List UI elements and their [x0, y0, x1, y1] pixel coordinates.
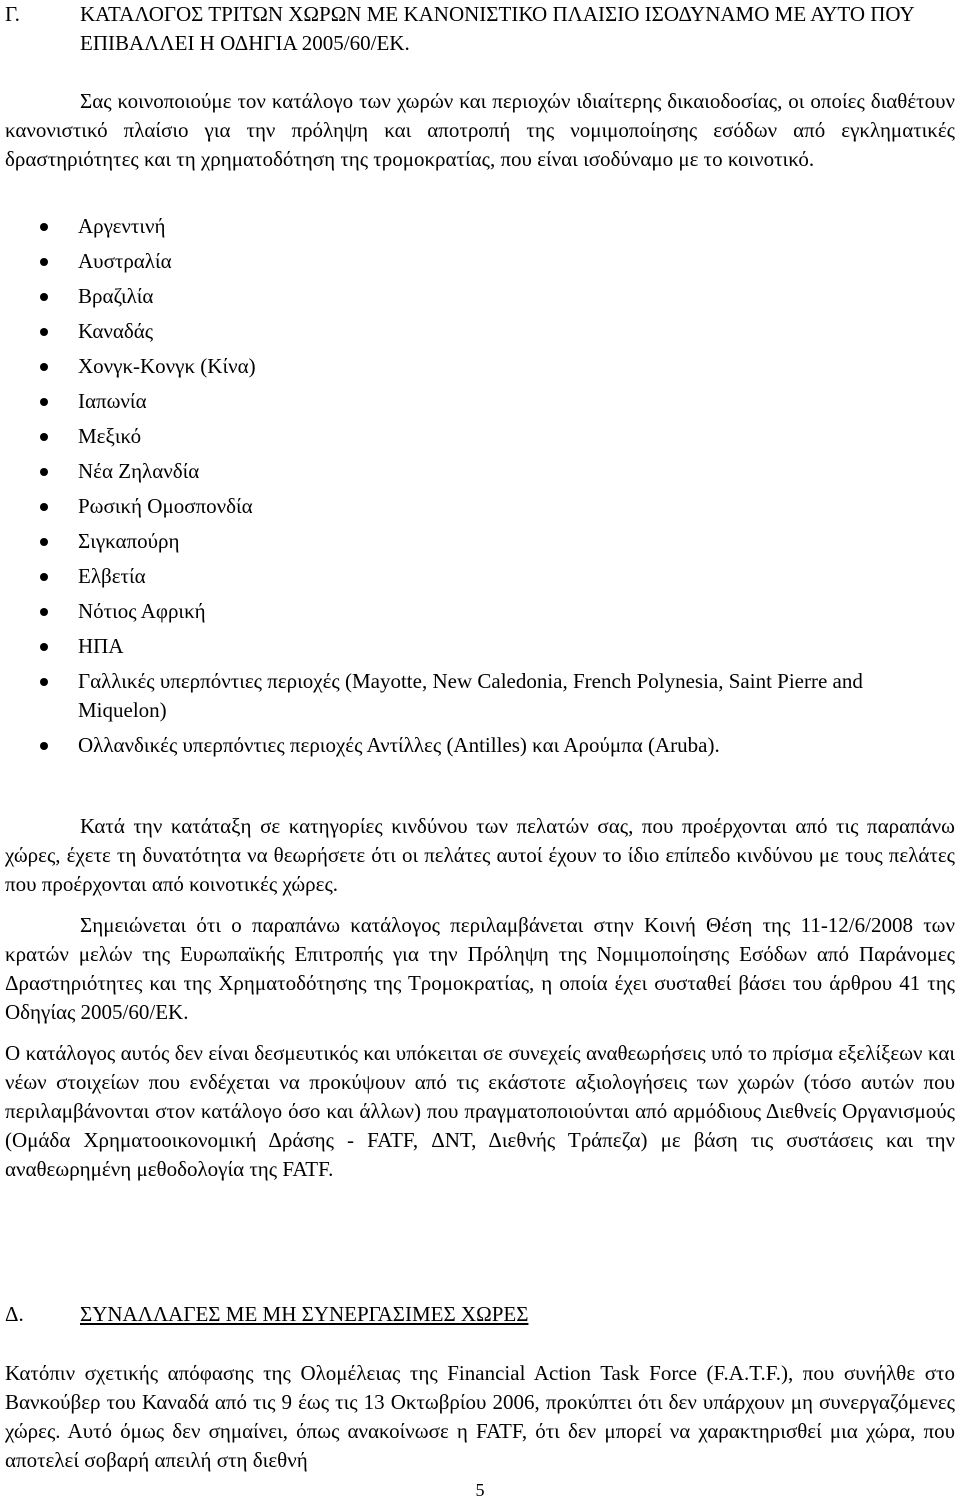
section-g-intro: Σας κοινοποιούμε τον κατάλογο των χωρών και περιοχών ιδιαίτερης δικαιοδοσίας, οι οποίες διαθέτουν κανονιστικό πλαίσιο για την πρόληψη και αποτροπή της νομιμοποίησης εσόδων από εγκληματικές δραστηριότητες και τη χρηματοδότηση της τρομοκρατίας, που είναι ισοδύναμο με το κοινοτικό. — [5, 89, 955, 171]
country-name: Αυστραλία — [78, 249, 172, 273]
bullet-icon — [40, 608, 48, 616]
country-list-item — [0, 667, 960, 725]
country-name: Ρωσική Ομοσπονδία — [78, 494, 253, 518]
country-list-item — [0, 247, 960, 276]
country-list — [0, 212, 960, 766]
section-d-paragraph: Κατόπιν σχετικής απόφασης της Ολομέλειας της Financial Action Task Force (F.A.T.F.), που συνήλθε στο Βανκούβερ του Καναδά από τις 9 έως τις 13 Οκτωβρίου 2006, προκύπτει ότι δεν υπάρχουν μη συνεργαζόμενες χώρες. Αυτό όμως δεν σημαίνει, όπως ανακοίνωσε η FATF, ότι δεν μπορεί να χαρακτηρισθεί μια χώρα, που αποτελεί σοβαρή απειλή στη διεθνή — [5, 1361, 955, 1472]
bullet-icon — [40, 503, 48, 511]
section-g-letter: Γ. — [5, 2, 20, 26]
country-name: ΗΠΑ — [78, 634, 124, 658]
bullet-icon — [40, 678, 48, 686]
country-list-item — [0, 562, 960, 591]
section-d-title: ΣΥΝΑΛΛΑΓΕΣ ΜΕ ΜΗ ΣΥΝΕΡΓΑΣΙΜΕΣ ΧΩΡΕΣ — [80, 1302, 529, 1326]
section-d-heading — [5, 1300, 955, 1329]
country-name: Νότιος Αφρική — [78, 599, 206, 623]
bullet-icon — [40, 742, 48, 750]
country-list-item — [0, 527, 960, 556]
bullet-icon — [40, 538, 48, 546]
bullet-icon — [40, 573, 48, 581]
bullet-icon — [40, 643, 48, 651]
paragraph-list-review: Ο κατάλογος αυτός δεν είναι δεσμευτικός και υπόκειται σε συνεχείς αναθεωρήσεις υπό το πρίσμα εξελίξεων και νέων στοιχείων που ενδέχεται να προκύψουν από τις εκάστοτε αξιολογήσεις των χωρών (τόσο αυτών που περιλαμβάνονται στον κατάλογο όσο και άλλων) που πραγματοποιούνται από αρμόδιους Διεθνείς Οργανισμούς (Ομάδα Χρηματοοικονομική Δράσης - FATF, ΔΝΤ, Διεθνής Τράπεζα) με βάση τις συστάσεις και την αναθεωρημένη μεθοδολογία της FATF. — [5, 1041, 955, 1181]
bullet-icon — [40, 293, 48, 301]
section-g-title: ΚΑΤΑΛΟΓΟΣ ΤΡΙΤΩΝ ΧΩΡΩΝ ΜΕ ΚΑΝΟΝΙΣΤΙΚΟ ΠΛΑΙΣΙΟ ΙΣΟΔΥΝΑΜΟ ΜΕ ΑΥΤΟ ΠΟΥ ΕΠΙΒΑΛΛΕΙ Η ΟΔΗΓΙΑ 2005/60/ΕΚ. — [80, 2, 914, 55]
country-list-item — [0, 492, 960, 521]
country-list-item — [0, 632, 960, 661]
bullet-icon — [40, 363, 48, 371]
country-name: Γαλλικές υπερπόντιες περιοχές (Mayotte, New Caledonia, French Polynesia, Saint Pierre and Miquelon) — [78, 669, 863, 722]
country-list-item — [0, 457, 960, 486]
paragraph-common-position: Σημειώνεται ότι ο παραπάνω κατάλογος περιλαμβάνεται στην Κοινή Θέση της 11-12/6/2008 των κρατών μελών της Ευρωπαϊκής Επιτροπής για την Πρόληψη της Νομιμοποίησης Εσόδων από Παράνομες Δραστηριότητες και της Χρηματοδότησης της Τρομοκρατίας, η οποία έχει συσταθεί βάσει του άρθρου 41 της Οδηγίας 2005/60/ΕΚ. — [5, 913, 955, 1024]
bullet-icon — [40, 258, 48, 266]
country-name: Ολλανδικές υπερπόντιες περιοχές Αντίλλες (Antilles) και Αρούμπα (Aruba). — [78, 733, 720, 757]
bullet-icon — [40, 223, 48, 231]
bullet-icon — [40, 468, 48, 476]
country-name: Ελβετία — [78, 564, 146, 588]
bullet-icon — [40, 328, 48, 336]
country-name: Μεξικό — [78, 424, 142, 448]
country-name: Αργεντινή — [78, 214, 166, 238]
paragraph-risk-classification: Κατά την κατάταξη σε κατηγορίες κινδύνου των πελατών σας, που προέρχονται από τις παραπάνω χώρες, έχετε τη δυνατότητα να θεωρήσετε ότι οι πελάτες αυτοί έχουν το ίδιο επίπεδο κινδύνου με τους πελάτες που προέρχονται από κοινοτικές χώρες. — [5, 814, 955, 896]
country-list-item — [0, 352, 960, 381]
bullet-icon — [40, 398, 48, 406]
country-list-item — [0, 422, 960, 451]
country-list-item — [0, 282, 960, 311]
country-list-item — [0, 387, 960, 416]
section-g-heading — [5, 0, 955, 58]
country-list-item — [0, 212, 960, 241]
country-name: Καναδάς — [78, 319, 154, 343]
country-list-item — [0, 317, 960, 346]
country-name: Σιγκαπούρη — [78, 529, 180, 553]
country-name: Ιαπωνία — [78, 389, 147, 413]
country-name: Νέα Ζηλανδία — [78, 459, 200, 483]
country-name: Χονγκ-Κονγκ (Κίνα) — [78, 354, 256, 378]
country-list-item — [0, 731, 960, 760]
section-d-letter: Δ. — [5, 1302, 24, 1326]
country-name: Βραζιλία — [78, 284, 154, 308]
bullet-icon — [40, 433, 48, 441]
page-number: 5 — [475, 1480, 485, 1500]
country-list-item — [0, 597, 960, 626]
